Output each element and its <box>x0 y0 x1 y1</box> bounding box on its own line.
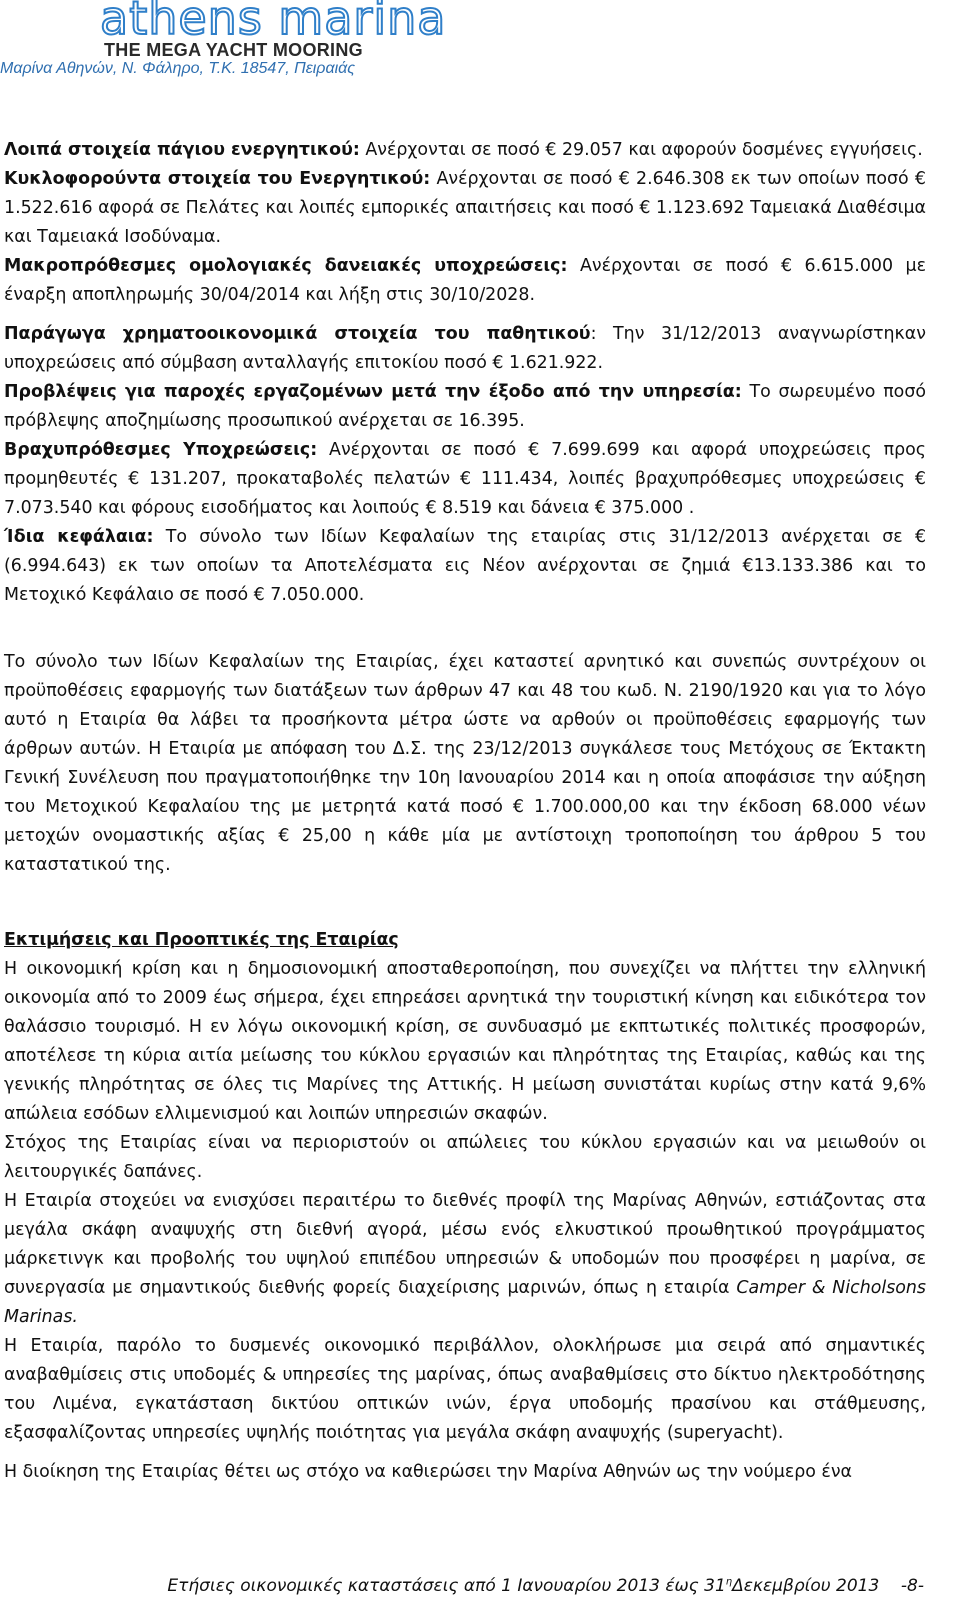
paragraph-equity <box>4 523 926 610</box>
paragraph-upgrades: Η Εταιρία, παρόλο το δυσμενές οικονομικό περιβάλλον, ολοκλήρωσε μια σειρά από σημαντικές αναβαθμίσεις στις υποδομές & υπηρεσίες της μαρίνας, όπως αναβαθμίσεις στο δίκτυο ηλεκτροδότησης του Λιμένα, εγκατάσταση δικτύου οπτικών ινών, έργα υποδομής πρασίνου και στάθμευσης, εξασφαλίζοντας υπηρεσίες υψηλής ποιότητας για μεγάλα σκάφη αναψυχής (superyacht). <box>4 1336 926 1443</box>
paragraph-company-goal: Στόχος της Εταιρίας είναι να περιοριστούν οι απώλειες του κύκλου εργασιών και να μειωθούν οι λειτουργικές δαπάνες. <box>4 1133 926 1182</box>
paragraph-economic-crisis: Η οικονομική κρίση και η δημοσιονομική αποσταθεροποίηση, που συνεχίζει να πλήττει την ελληνική οικονομία από το 2009 έως σήμερα, έχει επηρεάσει αρνητικά την τουριστική κίνηση και ειδικότερα τον θαλάσσιο τουρισμό. Η εν λόγω οικονομική κρίση, σε συνδυασμό με εκπτωτικές πολιτικές προσφορών, αποτέλεσε τη κύρια αιτία μείωσης του κύκλου εργασιών και πληρότητας της Εταιρίας, καθώς και της γενικής πληρότητας σε όλες τις Μαρίνες της Αττικής. Η μείωση συνιστάται κυρίως στην κατά 9,6% απώλεια εσόδων ελλιμενισμού και λοιπών υπηρεσιών σκαφών. <box>4 959 926 1124</box>
paragraph-text: Το σωρευμένο ποσό πρόβλεψης αποζημίωσης προσωπικού ανέρχεται σε 16.395. <box>4 382 926 431</box>
paragraph-heading: Προβλέψεις για παροχές εργαζομένων μετά την έξοδο από την υπηρεσία: <box>4 382 742 402</box>
document-body <box>4 136 926 1487</box>
page-number: -8- <box>900 1576 924 1596</box>
paragraph-text: : Την 31/12/2013 αναγνωρίστηκαν υποχρεώσεις από σύμβαση ανταλλαγής επιτοκίου ποσό € 1.621.922. <box>4 324 926 373</box>
paragraph-text: Ανέρχονται σε ποσό € 2.646.308 εκ των οποίων ποσό € 1.522.616 αφορά σε Πελάτες και λοιπές εμπορικές απαιτήσεις και ποσό € 1.123.692 Ταμειακά Διαθέσιμα και Ταμειακά Ισοδύναμα. <box>4 169 926 247</box>
paragraph-heading: Βραχυπρόθεσμες Υποχρεώσεις: <box>4 440 318 460</box>
page-header <box>0 0 960 80</box>
paragraph-text: Ανέρχονται σε ποσό € 7.699.699 και αφορά υποχρεώσεις προς προμηθευτές € 131.207, προκαταβολές πελατών € 111.434, λοιπές βραχυπρόθεσμες υποχρεώσεις € 7.073.540 και φόρους εισοδήματος και λοιπούς € 8.519 και δάνεια € 375.000 . <box>4 440 926 518</box>
paragraph-text: Η Εταιρία στοχεύει να ενισχύσει περαιτέρω το διεθνές προφίλ της Μαρίνας Αθηνών, εστιάζοντας στα μεγάλα σκάφη αναψυχής στη διεθνή αγορά, μέσω ενός ελκυστικού προωθητικού προγράμματος μάρκετινγκ και προβολής του υψηλού επιπέδου υπηρεσιών & υποδομών που προσφέρει η μαρίνα, σε συνεργασία με σημαντικούς διεθνής φορείς διαχείρισης μαρινών, όπως η εταιρία <box>4 1191 926 1298</box>
partner-name: Camper & Nicholsons Marinas. <box>4 1278 926 1327</box>
paragraph-employee-benefits <box>4 378 926 436</box>
footer-superscript: η <box>725 1576 733 1588</box>
footer-title: Ετήσιες οικονομικές καταστάσεις από 1 Ιανουαρίου 2013 έως 31 <box>167 1576 726 1596</box>
section-title: Εκτιμήσεις και Προοπτικές της Εταιρίας <box>4 930 399 950</box>
paragraph-heading: Κυκλοφορούντα στοιχεία του Ενεργητικού: <box>4 169 431 189</box>
paragraph-negative-equity: Το σύνολο των Ιδίων Κεφαλαίων της Εταιρίας, έχει καταστεί αρνητικό και συνεπώς συντρέχουν οι προϋποθέσεις εφαρμογής των διατάξεων των άρθρων 47 και 48 του κωδ. Ν. 2190/1920 και για το λόγο αυτό η Εταιρία θα λάβει τα προσήκοντα μέτρα ώστε να αρθούν οι προϋποθέσεις εφαρμογής των άρθρων αυτών. Η Εταιρία με απόφαση του Δ.Σ. της 23/12/2013 συγκάλεσε τους Μετόχους σε Έκτακτη Γενική Συνέλευση που πραγματοποιήθηκε την 10η Ιανουαρίου 2014 και η οποία αποφάσισε την αύξηση του Μετοχικού Κεφαλαίου της με μετρητά κατά ποσό € 1.700.000,00 και την έκδοση 68.000 νέων μετοχών ονομαστικής αξίας € 25,00 η κάθε μία με αντίστοιχη τροποποίηση του άρθρου 5 του καταστατικού της. <box>4 652 926 875</box>
paragraph-derivatives <box>4 320 926 378</box>
footer-text <box>167 1576 924 1596</box>
paragraph-text: Ανέρχονται σε ποσό € 6.615.000 με έναρξη αποπληρωμής 30/04/2014 και λήξη στις 30/10/2028. <box>4 256 927 305</box>
page-footer <box>0 1570 960 1610</box>
paragraph-other-fixed-assets <box>4 136 926 165</box>
paragraph-text: Το σύνολο των Ιδίων Κεφαλαίων της εταιρίας στις 31/12/2013 ανέρχεται σε € (6.994.643) εκ των οποίων τα Αποτελέσματα εις Νέον ανέρχονται σε ζημιά €13.133.386 και το Μετοχικό Κεφάλαιο σε ποσό € 7.050.000. <box>4 527 927 605</box>
footer-title-end: Δεκεμβρίου 2013 <box>732 1576 880 1596</box>
paragraph-heading: Παράγωγα χρηματοοικονομικά στοιχεία του παθητικού <box>4 324 591 344</box>
logo-wordmark: athens marina <box>100 0 447 45</box>
paragraph-heading: Λοιπά στοιχεία πάγιου ενεργητικού: <box>4 140 360 160</box>
paragraph-management-goal: Η διοίκηση της Εταιρίας θέτει ως στόχο να καθιερώσει την Μαρίνα Αθηνών ως την νούμερο ένα <box>4 1462 853 1482</box>
paragraph-long-term-bonds <box>4 252 926 310</box>
paragraph-short-term-liabilities <box>4 436 926 523</box>
paragraph-heading: Ίδια κεφάλαια: <box>4 527 154 547</box>
logo-tagline: THE MEGA YACHT MOORING <box>104 40 363 60</box>
company-address: Μαρίνα Αθηνών, Ν. Φάληρο, Τ.Κ. 18547, Πειραιάς <box>0 60 356 77</box>
paragraph-heading: Μακροπρόθεσμες ομολογιακές δανειακές υποχρεώσεις: <box>4 256 568 276</box>
paragraph-current-assets <box>4 165 926 252</box>
paragraph-international-profile <box>4 1187 926 1332</box>
paragraph-text: Ανέρχονται σε ποσό € 29.057 και αφορούν δοσμένες εγγυήσεις. <box>359 140 923 160</box>
athens-marina-logo <box>100 0 447 66</box>
